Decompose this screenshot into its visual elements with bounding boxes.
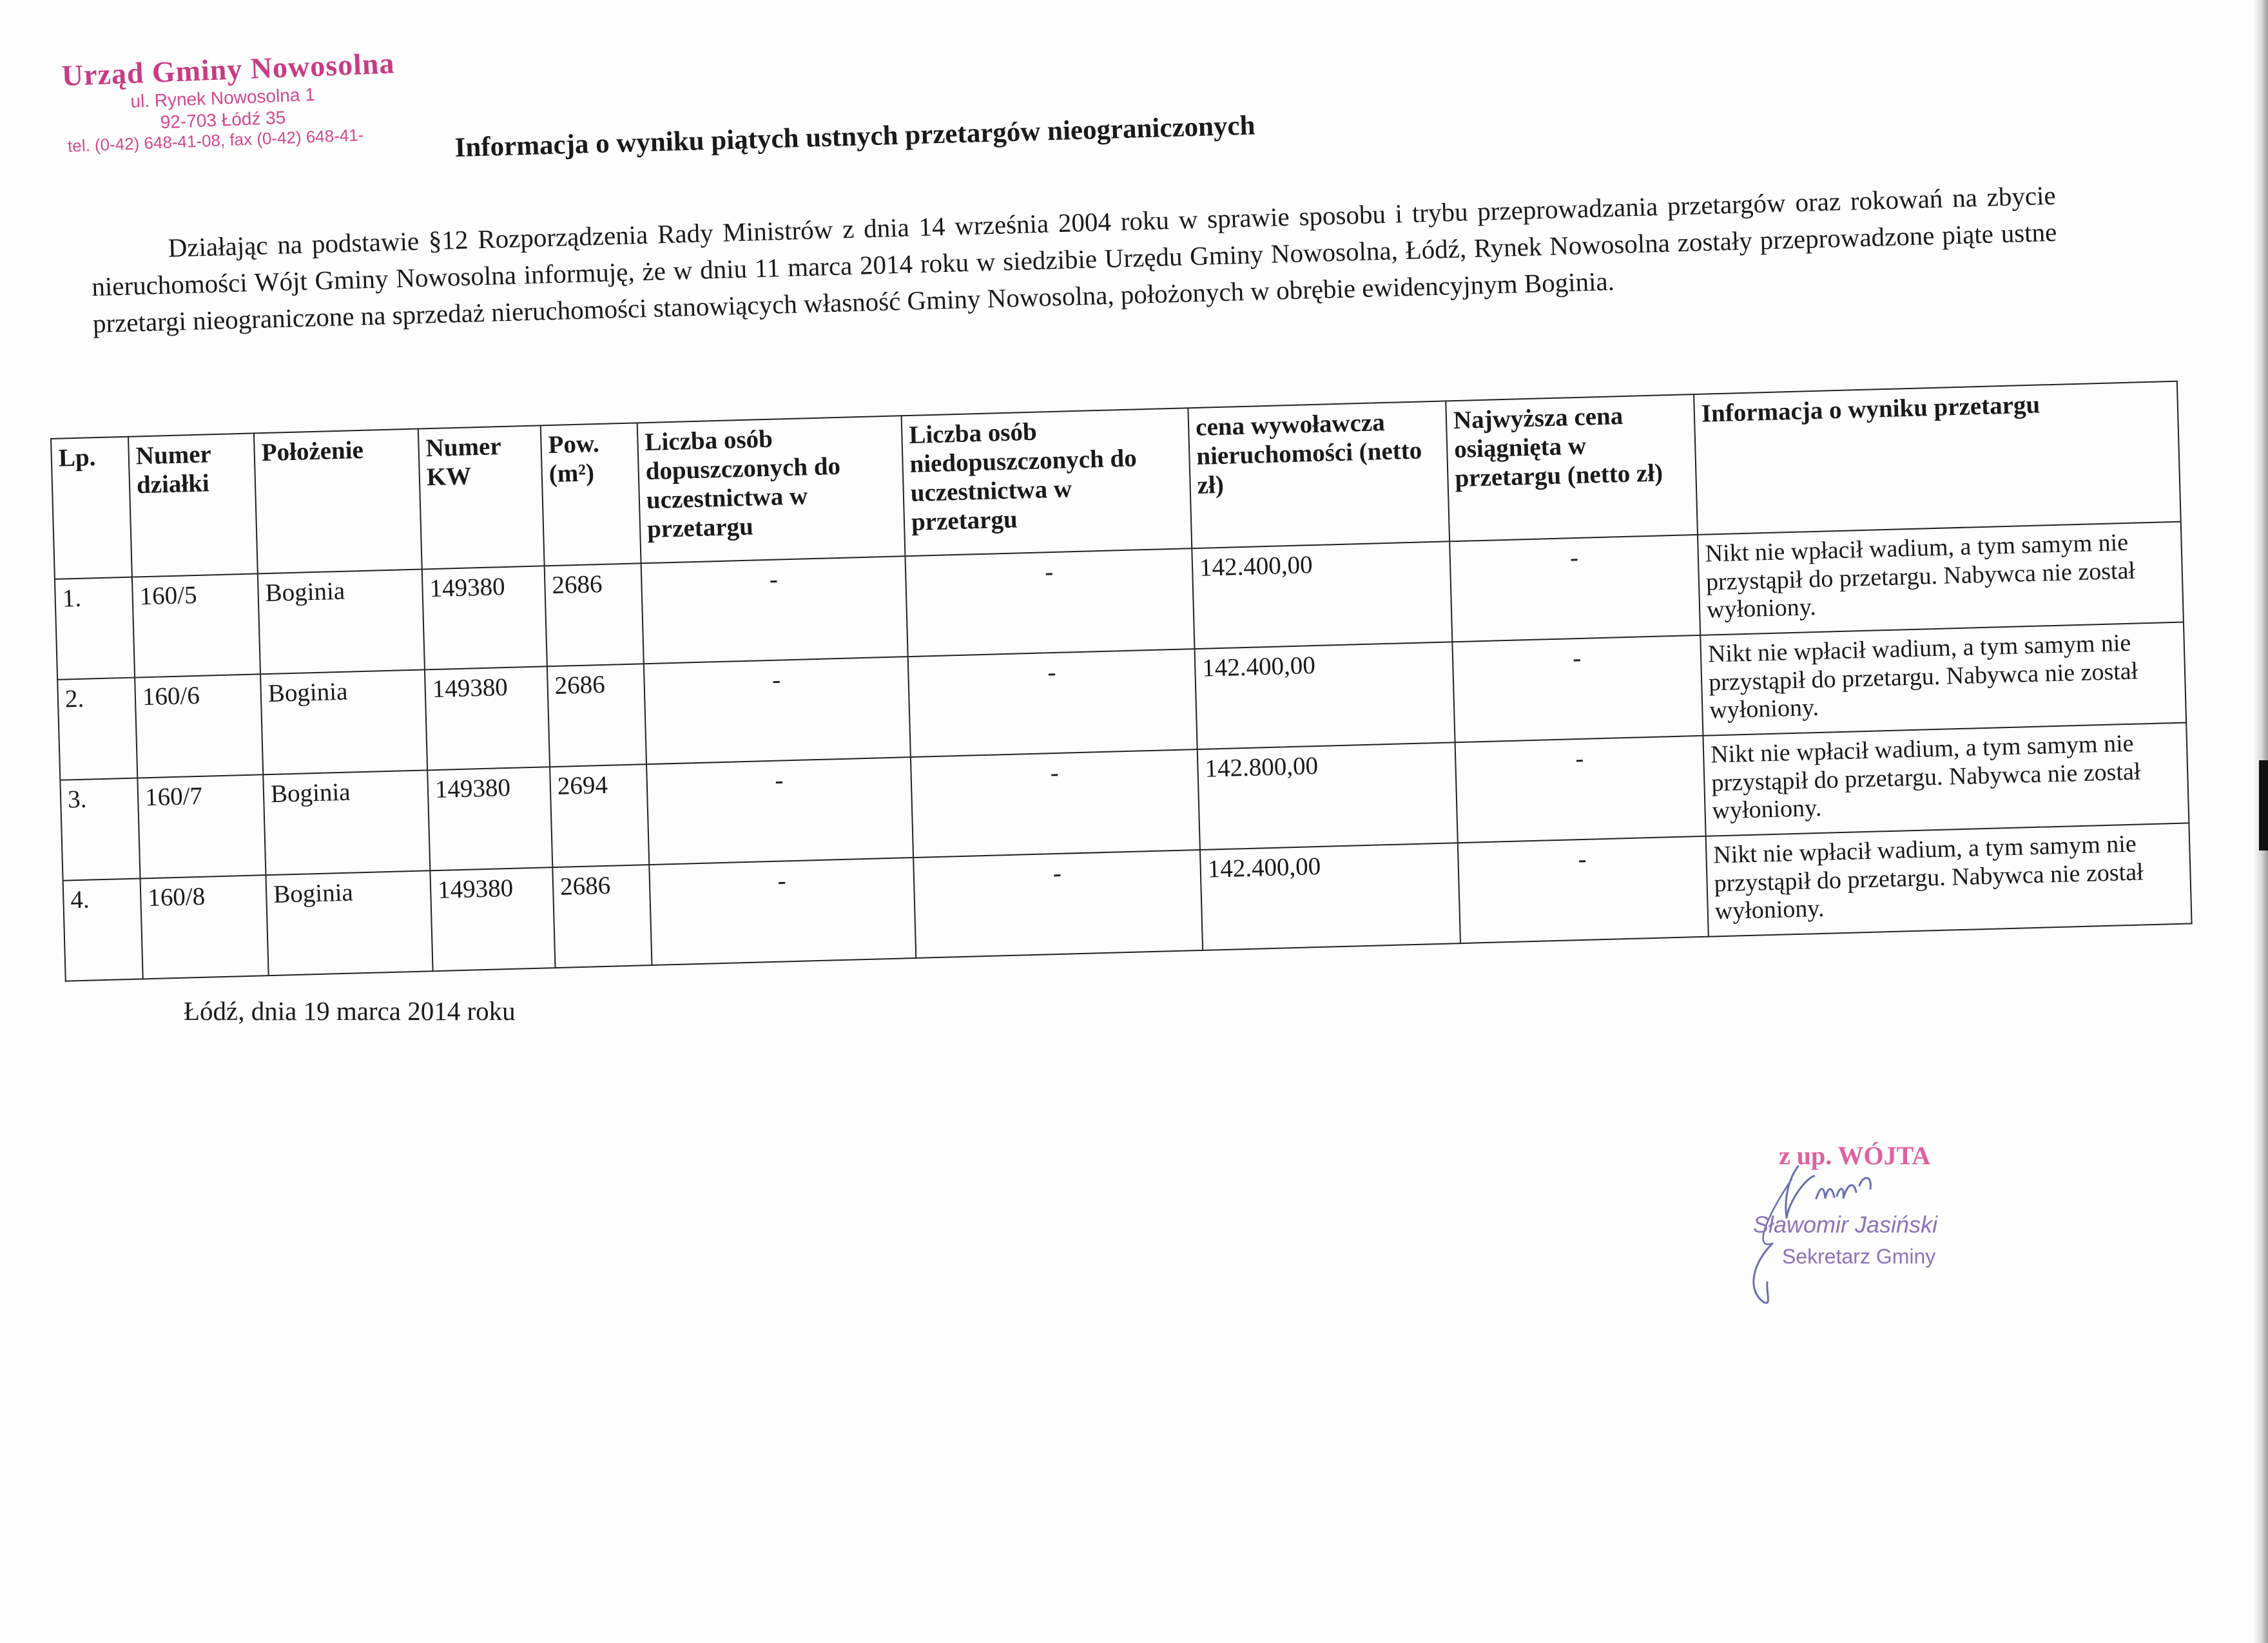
cell-cena: 142.400,00 — [1194, 642, 1455, 749]
document-title: Informacja o wyniku piątych ustnych przetargów nieograniczonych — [454, 110, 1256, 163]
header-dopuszczonych: Liczba osób dopuszczonych do uczestnictwa w przetargu — [637, 416, 906, 563]
header-niedopuszczonych: Liczba osób niedopuszczonych do uczestnictwa w przetargu — [902, 408, 1192, 556]
cell-dopuszczonych: - — [649, 858, 916, 965]
signature-block — [1727, 1140, 1998, 1308]
signature-name: Sławomir Jasiński — [1753, 1211, 1938, 1238]
cell-polozenie: Boginia — [266, 870, 432, 975]
cell-cena: 142.400,00 — [1192, 541, 1452, 649]
cell-dopuszczonych: - — [641, 556, 908, 664]
results-table — [50, 381, 2193, 982]
header-cena-wywolawcza: cena wywoławcza nieruchomości (netto zł) — [1188, 401, 1449, 548]
scan-edge-mark — [2259, 760, 2268, 850]
cell-cena: 142.400,00 — [1200, 843, 1460, 950]
cell-cena: 142.800,00 — [1197, 742, 1458, 850]
cell-dzialka: 160/8 — [141, 875, 269, 979]
cell-dzialka: 160/7 — [137, 774, 266, 878]
paragraph-indent — [91, 257, 168, 259]
header-polozenie: Położenie — [254, 429, 422, 574]
cell-informacja: Nikt nie wpłacił wadium, a tym samym nie przystąpił do przetargu. Nabywca nie został wyłoniony. — [1698, 522, 2184, 635]
document-date: Łódź, dnia 19 marca 2014 roku — [184, 996, 516, 1026]
cell-pow: 2694 — [550, 764, 649, 867]
cell-pow: 2686 — [552, 865, 652, 968]
cell-najwyzsza: - — [1449, 535, 1700, 642]
stamp-title: Urząd Gminy Nowosolna — [61, 46, 396, 92]
cell-najwyzsza: - — [1458, 836, 1709, 943]
header-pow: Pow. (m²) — [541, 423, 641, 566]
stamp-postal: 92-703 Łódź 35 — [160, 107, 286, 132]
cell-lp: 4. — [63, 878, 143, 981]
cell-dzialka: 160/5 — [132, 573, 260, 677]
cell-informacja: Nikt nie wpłacił wadium, a tym samym nie przystąpił do przetargu. Nabywca nie został wyłoniony. — [1700, 622, 2186, 736]
cell-lp: 1. — [55, 577, 135, 680]
cell-lp: 2. — [57, 678, 137, 780]
cell-kw: 149380 — [430, 867, 555, 971]
cell-polozenie: Boginia — [260, 669, 427, 774]
cell-dzialka: 160/6 — [135, 674, 263, 778]
cell-informacja: Nikt nie wpłacił wadium, a tym samym nie przystąpił do przetargu. Nabywca nie został wyłoniony. — [1703, 723, 2189, 836]
cell-niedopuszczonych: - — [908, 649, 1197, 757]
cell-polozenie: Boginia — [258, 569, 425, 674]
header-lp: Lp. — [51, 437, 132, 579]
stamp-phone: tel. (0-42) 648-41-08, fax (0-42) 648-41- — [67, 125, 364, 156]
cell-niedopuszczonych: - — [905, 548, 1194, 657]
cell-lp: 3. — [60, 778, 140, 881]
cell-polozenie: Boginia — [263, 770, 430, 875]
signature-authority: z up. WÓJTA — [1779, 1141, 1931, 1170]
cell-pow: 2686 — [545, 563, 644, 666]
signature-role: Sekretarz Gminy — [1782, 1245, 1936, 1268]
header-numer-dzialki: Numer działki — [128, 433, 258, 577]
header-najwyzsza-cena: Najwyższa cena osiągnięta w przetargu (netto zł) — [1446, 394, 1698, 541]
cell-niedopuszczonych: - — [911, 749, 1200, 858]
header-informacja: Informacja o wyniku przetargu — [1694, 381, 2181, 535]
cell-kw: 149380 — [425, 666, 550, 770]
cell-dopuszczonych: - — [646, 757, 913, 865]
stamp-address: ul. Rynek Nowosolna 1 — [130, 84, 316, 111]
results-table-wrapper — [50, 381, 2193, 982]
cell-pow: 2686 — [547, 664, 646, 767]
intro-text: Działając na podstawie §12 Rozporządzenia Rady Ministrów z dnia 14 września 2004 roku w sprawie sposobu i trybu przeprowadzania przetargów oraz rokowań na zbycie nieruchomości Wójt Gminy Nowosolna informuję, że w dniu 11 marca 2014 roku w siedzibie Urzędu Gminy Nowosolna, Łódź, Rynek Nowosolna zostały przeprowadzone piąte ustne przetargi nieograniczone na sprzedaż nieruchomości stanowiących własność Gminy Nowosolna, położonych w obrębie ewidencyjnym Boginia. — [91, 180, 2057, 338]
cell-kw: 149380 — [427, 767, 552, 870]
cell-najwyzsza: - — [1452, 635, 1703, 742]
cell-niedopuszczonych: - — [913, 850, 1203, 958]
cell-najwyzsza: - — [1455, 736, 1706, 843]
cell-dopuszczonych: - — [644, 657, 911, 764]
office-stamp — [61, 46, 451, 157]
intro-paragraph — [90, 177, 2059, 342]
header-numer-kw: Numer KW — [418, 425, 545, 569]
cell-informacja: Nikt nie wpłacił wadium, a tym samym nie przystąpił do przetargu. Nabywca nie został wyłoniony. — [1706, 823, 2192, 936]
cell-kw: 149380 — [422, 566, 547, 669]
